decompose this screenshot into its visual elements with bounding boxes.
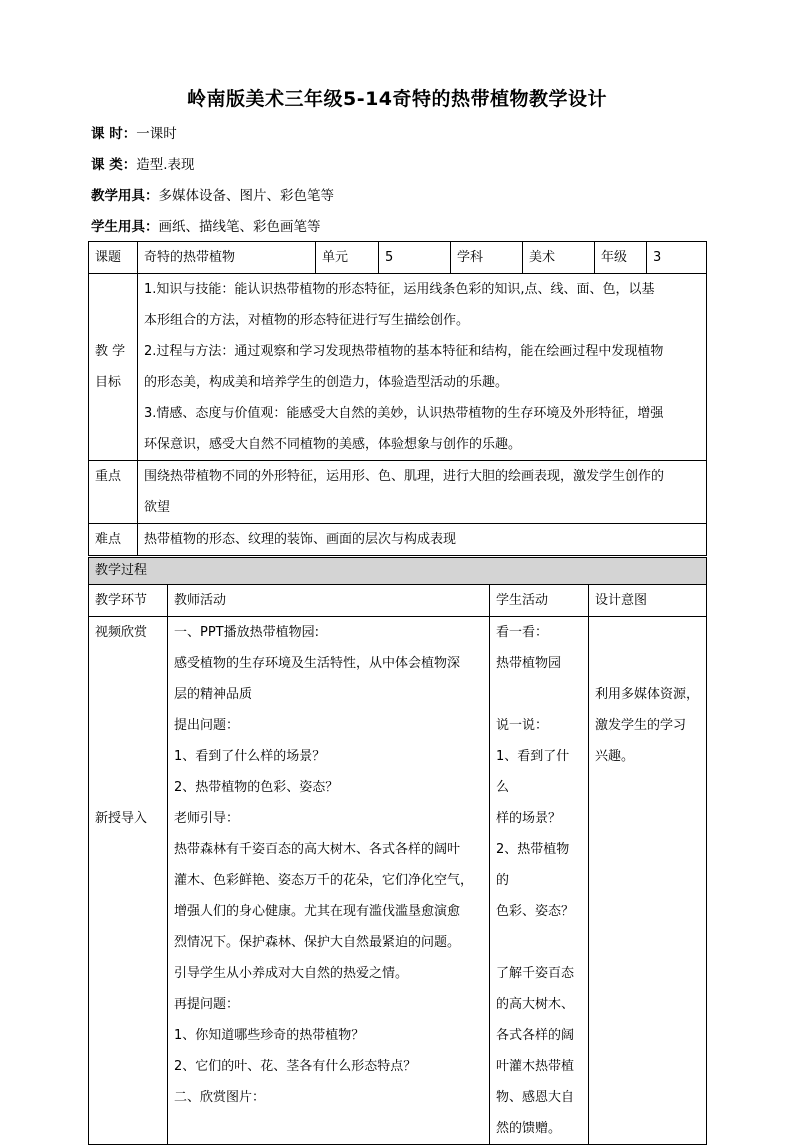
teacher-activity-cell — [168, 617, 490, 1145]
teacher-line: 1、你知道哪些珍奇的热带植物？ — [174, 1028, 365, 1043]
lesson-time-label: 课 时： — [91, 126, 137, 142]
student-line: 样的场景？ — [496, 811, 562, 826]
subject-label: 学科 — [451, 242, 523, 274]
teaching-tools-value: 多媒体设备、图片、彩色笔等 — [158, 188, 334, 204]
teacher-line: 热带森林有千姿百态的高大树木、各式各样的阔叶 — [174, 842, 461, 857]
student-line: 1、看到了什么 — [496, 749, 570, 795]
intent-line: 利用多媒体资源， — [595, 687, 700, 702]
teacher-line: 烈情况下。保护森林、保护大自然最紧迫的问题。 — [174, 935, 461, 950]
teacher-line: 提出问题： — [174, 718, 240, 733]
objective-line: 的形态美，构成美和培养学生的创造力，体验造型活动的乐趣。 — [144, 375, 509, 390]
course-info-table — [88, 241, 707, 556]
process-content-row — [89, 617, 707, 1145]
student-line: 热带植物园 — [496, 656, 562, 671]
category-label: 课 类： — [91, 157, 137, 173]
student-line: 色彩、姿态？ — [496, 904, 575, 919]
student-line: 各式各样的阔 — [496, 1028, 575, 1043]
header-intent: 设计意图 — [589, 585, 707, 617]
unit-label: 单元 — [316, 242, 379, 274]
process-section-row — [89, 558, 707, 585]
objectives-row — [89, 274, 707, 461]
teacher-line: 2、热带植物的色彩、姿态？ — [174, 780, 339, 795]
teacher-line: 2、它们的叶、花、茎各有什么形态特点？ — [174, 1059, 417, 1074]
grade-value: 3 — [647, 242, 707, 274]
stage-intro: 新授导入 — [95, 811, 148, 826]
intent-line — [595, 617, 700, 648]
subject-value: 美术 — [523, 242, 595, 274]
stage-spacer — [95, 648, 161, 803]
teacher-line: 层的精神品质 — [174, 687, 253, 702]
difficulty-row — [89, 524, 707, 556]
student-line: 叶灌木热带植 — [496, 1059, 575, 1074]
stage-video: 视频欣赏 — [95, 625, 148, 640]
student-line: 看一看： — [496, 625, 549, 640]
document-title: 岭南版美术三年级5-14奇特的热带植物教学设计 — [186, 88, 608, 110]
objective-line: 1.知识与技能：能认识热带植物的形态特征，运用线条色彩的知识,点、线、面、色，以基 — [144, 282, 655, 297]
student-line: 了解千姿百态 — [496, 966, 575, 981]
objective-line: 环保意识，感受大自然不同植物的美感，体验想象与创作的乐趣。 — [144, 437, 522, 452]
intent-line: 激发学生的学习 — [595, 718, 687, 733]
objectives-label — [89, 274, 138, 461]
objective-line: 3.情感、态度与价值观：能感受大自然的美妙，认识热带植物的生存环境及外形特征，增强 — [144, 406, 664, 421]
key-point-label: 重点 — [89, 461, 138, 524]
intent-line — [595, 648, 700, 679]
key-point-line: 欲望 — [144, 500, 171, 515]
category-value: 造型.表现 — [136, 157, 195, 173]
topic-row — [89, 242, 707, 274]
teacher-line: 增强人们的身心健康。尤其在现有滥伐滥垦愈演愈 — [174, 904, 461, 919]
key-point-line: 围绕热带植物不同的外形特征，运用形、色、肌理，进行大胆的绘画表现，激发学生创作的 — [144, 469, 665, 484]
key-point-row — [89, 461, 707, 524]
student-tools-label: 学生用具： — [91, 219, 159, 235]
process-header-row — [89, 585, 707, 617]
topic-label: 课题 — [89, 242, 138, 274]
lesson-time-value: 一课时 — [136, 126, 177, 142]
meta-student-tools — [91, 217, 321, 237]
teacher-line: 一、PPT播放热带植物园: — [174, 625, 319, 640]
teaching-tools-label: 教学用具： — [91, 188, 159, 204]
objectives-label-line: 目标 — [95, 375, 122, 390]
key-point-text — [138, 461, 707, 524]
student-line — [496, 927, 582, 958]
process-section-title: 教学过程 — [89, 558, 707, 585]
student-line: 然的馈赠。 — [496, 1121, 562, 1136]
topic-value: 奇特的热带植物 — [138, 242, 316, 274]
student-activity-cell — [490, 617, 589, 1145]
unit-value: 5 — [379, 242, 451, 274]
teacher-line: 二、欣赏图片： — [174, 1090, 266, 1105]
stage-cell — [89, 617, 168, 1145]
header-stage: 教学环节 — [89, 585, 168, 617]
teaching-process-table — [88, 557, 707, 1145]
meta-category — [91, 155, 195, 175]
teacher-line: 引导学生从小养成对大自然的热爱之情。 — [174, 966, 409, 981]
difficulty-text: 热带植物的形态、纹理的装饰、画面的层次与构成表现 — [138, 524, 707, 556]
teacher-line: 再提问题： — [174, 997, 240, 1012]
design-intent-cell — [589, 617, 707, 1145]
teacher-line: 老师引导： — [174, 811, 240, 826]
meta-teaching-tools — [91, 186, 334, 206]
teacher-line: 1、看到了什么样的场景？ — [174, 749, 326, 764]
student-line: 的高大树木、 — [496, 997, 575, 1012]
teacher-line: 感受植物的生存环境及生活特性，从中体会植物深 — [174, 656, 461, 671]
header-student: 学生活动 — [490, 585, 589, 617]
grade-label: 年级 — [595, 242, 647, 274]
objectives-text — [138, 274, 707, 461]
objective-line: 本形组合的方法，对植物的形态特征进行写生描绘创作。 — [144, 313, 470, 328]
student-line: 2、热带植物的 — [496, 842, 570, 888]
intent-line: 兴趣。 — [595, 749, 635, 764]
objectives-label-line: 教 学 — [95, 344, 126, 359]
student-line: 说一说： — [496, 718, 549, 733]
objective-line: 2.过程与方法：通过观察和学习发现热带植物的基本特征和结构，能在绘画过程中发现植物 — [144, 344, 664, 359]
student-tools-value: 画纸、描线笔、彩色画笔等 — [158, 219, 321, 235]
teacher-line: 灌木、色彩鲜艳、姿态万千的花朵，它们净化空气， — [174, 873, 474, 888]
header-teacher: 教师活动 — [168, 585, 490, 617]
student-line — [496, 679, 582, 710]
difficulty-label: 难点 — [89, 524, 138, 556]
student-line: 物、感恩大自 — [496, 1090, 575, 1105]
meta-lesson-time — [91, 124, 177, 144]
